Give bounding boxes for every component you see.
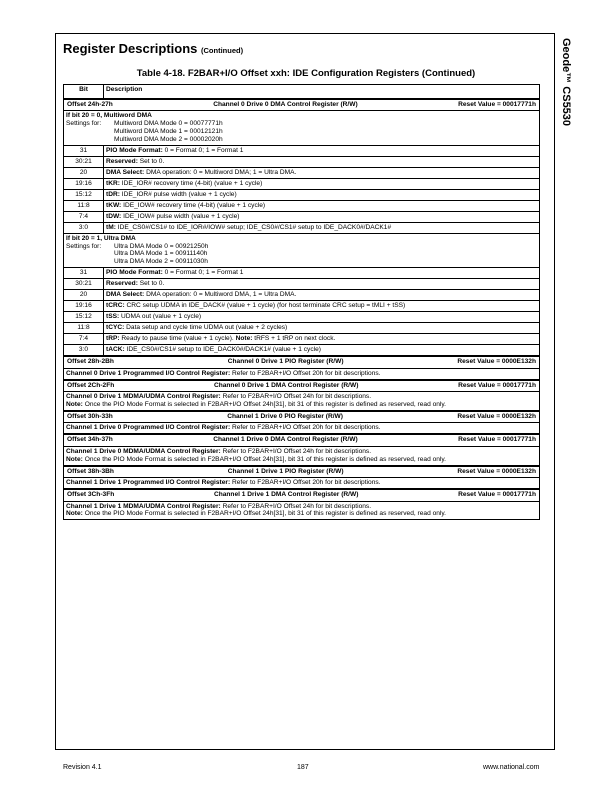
register-table-body xyxy=(64,99,540,520)
bit-description-cell xyxy=(104,312,540,323)
bit-column-header: Bit xyxy=(64,85,104,99)
register-detail xyxy=(64,446,540,465)
register-field-name: Channel 1 Drive 1 Programmed I/O Control Register: xyxy=(66,479,231,487)
note-text: tRFS + 1 tRP on next clock. xyxy=(254,335,336,343)
settings-label xyxy=(66,128,114,136)
register-reset-value: Reset Value = 00017771h xyxy=(458,381,536,389)
field-description: IDE_CS0#/CS1# to IDE_IOR#/IOW# setup; IDE_CS0#/CS1# setup to IDE_DACK0#/DACK1# xyxy=(117,223,392,231)
register-field-description: Refer to F2BAR+I/O Offset 20h for bit descriptions. xyxy=(232,369,381,377)
ultra-dma-title-row xyxy=(64,233,540,268)
register-header-row xyxy=(64,411,540,423)
side-title-text: Geode™ CS5530 xyxy=(560,38,572,127)
settings-line xyxy=(66,136,537,144)
multiword-dma-block xyxy=(64,111,540,146)
field-name: tDR: xyxy=(106,190,120,198)
field-name: PIO Mode Format: xyxy=(106,146,163,154)
bit-range: 31 xyxy=(64,268,104,279)
register-detail xyxy=(64,478,540,489)
register-name: Channel 1 Drive 1 DMA Control Register (R/W) xyxy=(213,491,359,498)
note-text: Once the PIO Mode Format is selected in F2BAR+I/O Offset 24h[31], bit 31 of this register is defined as reserved, read only. xyxy=(84,455,447,463)
register-reset-value: Reset Value = 00017771h xyxy=(458,491,536,498)
register-header-row xyxy=(64,489,540,501)
field-description: IDE_IOW# recovery time (4-bit) (value + 1 cycle) xyxy=(123,201,266,209)
bit-row xyxy=(64,178,540,189)
page-title-text: Register Descriptions xyxy=(63,41,198,56)
register-24h-header-cell xyxy=(64,99,540,111)
bit-range: 31 xyxy=(64,145,104,156)
register-description-line xyxy=(66,424,537,432)
bit-row xyxy=(64,268,540,279)
register-description-line xyxy=(66,370,537,378)
ultra-dma-block xyxy=(64,233,540,268)
mode-setting: Ultra DMA Mode 2 = 00911030h xyxy=(114,258,208,266)
bit-description-cell xyxy=(104,301,540,312)
table-caption: Table 4-18. F2BAR+I/O Offset xxh: IDE Configuration Registers (Continued) xyxy=(136,68,476,79)
bit-range: 19:16 xyxy=(64,178,104,189)
register-detail xyxy=(64,501,540,520)
field-description: DMA operation: 0 = Multiword DMA; 1 = Ultra DMA. xyxy=(146,168,297,176)
footer-url: www.national.com xyxy=(483,764,540,771)
register-header-cell xyxy=(64,380,540,392)
bit-row xyxy=(64,301,540,312)
settings-line xyxy=(66,120,537,128)
bit-row xyxy=(64,156,540,167)
register-header xyxy=(67,413,536,421)
bit-row xyxy=(64,167,540,178)
field-name: tRP: xyxy=(106,335,120,343)
bit-description-cell xyxy=(104,178,540,189)
register-description-line xyxy=(66,503,537,511)
register-header-row xyxy=(64,380,540,392)
field-name: PIO Mode Format: xyxy=(106,269,163,277)
register-header xyxy=(67,491,536,499)
field-name: tCRC: xyxy=(106,302,125,310)
settings-label xyxy=(66,258,114,266)
register-header-cell xyxy=(64,466,540,478)
note-label: Note: xyxy=(66,400,83,408)
ultra-dma-title: If bit 20 = 1, Ultra DMA xyxy=(66,234,136,242)
register-field-description: Refer to F2BAR+I/O Offset 24h for bit descriptions. xyxy=(222,393,372,401)
field-description: IDE_IOW# pulse width (value + 1 cycle) xyxy=(123,212,240,220)
field-name: tDW: xyxy=(106,212,122,220)
register-note-line xyxy=(66,510,537,518)
bit-description-cell xyxy=(104,200,540,211)
register-header xyxy=(67,436,536,444)
bit-row xyxy=(64,211,540,222)
register-offset: Offset 24h-27h xyxy=(67,100,113,108)
register-offset: Offset 30h-33h xyxy=(67,412,113,420)
bit-range: 30:21 xyxy=(64,156,104,167)
note-text: Once the PIO Mode Format is selected in F2BAR+I/O Offset 24h[31], bit 31 of this register is defined as reserved, read only. xyxy=(84,400,447,408)
register-header xyxy=(67,358,536,366)
register-header-cell xyxy=(64,489,540,501)
note-label: Note: xyxy=(235,335,253,343)
register-note-line xyxy=(66,456,537,464)
bit-range: 20 xyxy=(64,167,104,178)
register-name: Channel 1 Drive 0 PIO Register (R/W) xyxy=(227,412,343,420)
bit-range: 3:0 xyxy=(64,222,104,233)
register-24h-header xyxy=(67,101,536,109)
mode-setting: Multiword DMA Mode 1 = 00012121h xyxy=(114,127,223,135)
page-title-suffix: (Continued) xyxy=(201,46,244,55)
bit-description-cell xyxy=(104,345,540,356)
bit-description-cell xyxy=(104,167,540,178)
field-description: UDMA out (value + 1 cycle) xyxy=(121,313,202,321)
settings-line xyxy=(66,243,537,251)
description-column-header: Description xyxy=(104,85,540,99)
settings-label xyxy=(66,136,114,144)
register-offset: Offset 3Ch-3Fh xyxy=(67,491,115,498)
register-name: Channel 0 Drive 1 DMA Control Register (R/W) xyxy=(213,381,359,389)
bit-range: 3:0 xyxy=(64,345,104,356)
register-field-name: Channel 0 Drive 1 Programmed I/O Control Register: xyxy=(66,369,231,377)
register-field-description: Refer to F2BAR+I/O Offset 24h for bit descriptions. xyxy=(222,502,372,510)
settings-label: Settings for: xyxy=(66,242,102,250)
field-description: Set to 0. xyxy=(139,157,165,165)
register-detail xyxy=(64,392,540,411)
register-field-name: Channel 0 Drive 1 MDMA/UDMA Control Register: xyxy=(66,393,221,401)
bit-range: 15:12 xyxy=(64,312,104,323)
mode-setting: Ultra DMA Mode 0 = 00921250h xyxy=(114,242,209,250)
field-name: tKR: xyxy=(106,179,120,187)
bit-range: 15:12 xyxy=(64,189,104,200)
field-description: 0 = Format 0; 1 = Format 1 xyxy=(164,146,244,154)
bit-description-cell xyxy=(104,279,540,290)
register-name: Channel 0 Drive 1 PIO Register (R/W) xyxy=(227,358,344,366)
field-description: Set to 0. xyxy=(139,280,165,288)
mode-setting: Ultra DMA Mode 1 = 00911140h xyxy=(114,250,208,258)
field-name: tKW: xyxy=(106,201,122,209)
register-reset-value: Reset Value = 0000E132h xyxy=(457,467,536,475)
bit-row xyxy=(64,222,540,233)
register-field-description: Refer to F2BAR+I/O Offset 24h for bit descriptions. xyxy=(222,447,372,455)
field-name: Reserved: xyxy=(106,157,138,165)
mode-setting: Multiword DMA Mode 0 = 00077771h xyxy=(114,119,223,127)
bit-range: 11:8 xyxy=(64,323,104,334)
register-table xyxy=(63,84,540,520)
register-description-line xyxy=(66,448,537,456)
note-label: Note: xyxy=(66,510,83,518)
field-name: DMA Select: xyxy=(106,291,145,299)
register-detail-row xyxy=(64,392,540,411)
footer-revision: Revision 4.1 xyxy=(63,764,102,771)
multiword-dma-title: If bit 20 = 0, Multiword DMA xyxy=(66,112,152,119)
register-header-row xyxy=(64,434,540,446)
register-field-name: Channel 1 Drive 1 MDMA/UDMA Control Register: xyxy=(66,502,221,510)
bit-row xyxy=(64,279,540,290)
field-description: DMA operation: 0 = Multiword DMA, 1 = Ultra DMA. xyxy=(146,291,297,299)
register-detail-row xyxy=(64,423,540,434)
register-offset: Offset 38h-3Bh xyxy=(67,467,114,475)
field-name: DMA Select: xyxy=(106,168,145,176)
bit-row xyxy=(64,200,540,211)
bit-range: 19:16 xyxy=(64,301,104,312)
register-name: Channel 0 Drive 0 DMA Control Register (R/W) xyxy=(213,100,358,108)
register-detail xyxy=(64,423,540,434)
register-field-description: Refer to F2BAR+I/O Offset 20h for bit descriptions. xyxy=(232,479,381,487)
register-detail-row xyxy=(64,446,540,465)
multiword-dma-title-row xyxy=(64,111,540,146)
register-reset-value: Reset Value = 0000E132h xyxy=(457,358,536,366)
field-description: IDE_CS0#/CS1# setup to IDE_DACK0#/DACK1# (value + 1 cycle) xyxy=(126,346,321,354)
register-detail xyxy=(64,368,540,379)
register-offset: Offset 2Ch-2Fh xyxy=(67,381,115,389)
register-reset-value: Reset Value = 0000E132h xyxy=(457,412,536,420)
bit-description-cell xyxy=(104,189,540,200)
register-24h-header-row xyxy=(64,99,540,111)
register-header-cell xyxy=(64,434,540,446)
register-header-cell xyxy=(64,356,540,368)
bit-description-cell xyxy=(104,145,540,156)
field-description: IDE_IOR# pulse width (value + 1 cycle) xyxy=(121,190,237,198)
register-header xyxy=(67,468,536,476)
register-offset: Offset 34h-37h xyxy=(67,436,113,444)
page-title xyxy=(63,41,243,56)
bit-row xyxy=(64,189,540,200)
table-header-row xyxy=(64,85,540,99)
note-text: Once the PIO Mode Format is selected in F2BAR+I/O Offset 24h[31], bit 31 of this register is defined as reserved, read only. xyxy=(84,510,447,518)
bit-range: 7:4 xyxy=(64,211,104,222)
footer-page-number: 187 xyxy=(297,764,309,771)
register-detail-row xyxy=(64,478,540,489)
bit-row xyxy=(64,145,540,156)
settings-label xyxy=(66,250,114,258)
register-field-name: Channel 1 Drive 0 Programmed I/O Control Register: xyxy=(66,424,231,432)
field-name: tSS: xyxy=(106,313,120,321)
side-title xyxy=(558,38,606,148)
bit-row xyxy=(64,345,540,356)
bit-description-cell xyxy=(104,156,540,167)
mode-setting: Multiword DMA Mode 2 = 00002020h xyxy=(114,135,223,143)
register-field-name: Channel 1 Drive 0 MDMA/UDMA Control Register: xyxy=(66,447,221,455)
bit-range: 30:21 xyxy=(64,279,104,290)
register-header-cell xyxy=(64,411,540,423)
bit-row xyxy=(64,334,540,345)
bit-description-cell xyxy=(104,268,540,279)
register-offset: Offset 28h-2Bh xyxy=(67,358,114,366)
field-description: Ready to pause time (value + 1 cycle). xyxy=(121,335,234,343)
field-description: IDE_IOR# recovery time (4-bit) (value + 1 cycle) xyxy=(121,179,263,187)
bit-description-cell xyxy=(104,334,540,345)
settings-line xyxy=(66,258,537,266)
register-detail-row xyxy=(64,501,540,520)
bit-range: 20 xyxy=(64,290,104,301)
field-description: 0 = Format 0; 1 = Format 1 xyxy=(164,269,244,277)
register-description-line xyxy=(66,393,537,401)
bit-description-cell xyxy=(104,211,540,222)
register-name: Channel 1 Drive 0 DMA Control Register (R/W) xyxy=(213,436,358,444)
bit-row xyxy=(64,312,540,323)
settings-line xyxy=(66,250,537,258)
settings-label: Settings for: xyxy=(66,119,102,127)
bit-description-cell xyxy=(104,222,540,233)
bit-range: 11:8 xyxy=(64,200,104,211)
register-field-description: Refer to F2BAR+I/O Offset 20h for bit descriptions. xyxy=(232,424,381,432)
settings-line xyxy=(66,128,537,136)
field-name: tACK: xyxy=(106,346,125,354)
register-header xyxy=(67,382,536,390)
bit-row xyxy=(64,323,540,334)
note-label: Note: xyxy=(66,455,83,463)
register-detail-row xyxy=(64,368,540,379)
field-name: tM: xyxy=(106,223,116,231)
field-name: Reserved: xyxy=(106,280,138,288)
register-description-line xyxy=(66,479,537,487)
bit-row xyxy=(64,290,540,301)
register-note-line xyxy=(66,401,537,409)
bit-range: 7:4 xyxy=(64,334,104,345)
register-reset-value: Reset Value = 00017771h xyxy=(458,436,536,444)
field-description: Data setup and cycle time UDMA out (value + 2 cycles) xyxy=(126,324,288,332)
register-header-row xyxy=(64,466,540,478)
register-header-row xyxy=(64,356,540,368)
register-reset-value: Reset Value = 00017771h xyxy=(458,100,536,108)
field-description: CRC setup UDMA in IDE_DACK# (value + 1 cycle) (for host terminate CRC setup = tMLI + tSS) xyxy=(126,302,406,310)
bit-description-cell xyxy=(104,323,540,334)
field-name: tCYC: xyxy=(106,324,125,332)
bit-description-cell xyxy=(104,290,540,301)
register-name: Channel 1 Drive 1 PIO Register (R/W) xyxy=(227,467,344,475)
